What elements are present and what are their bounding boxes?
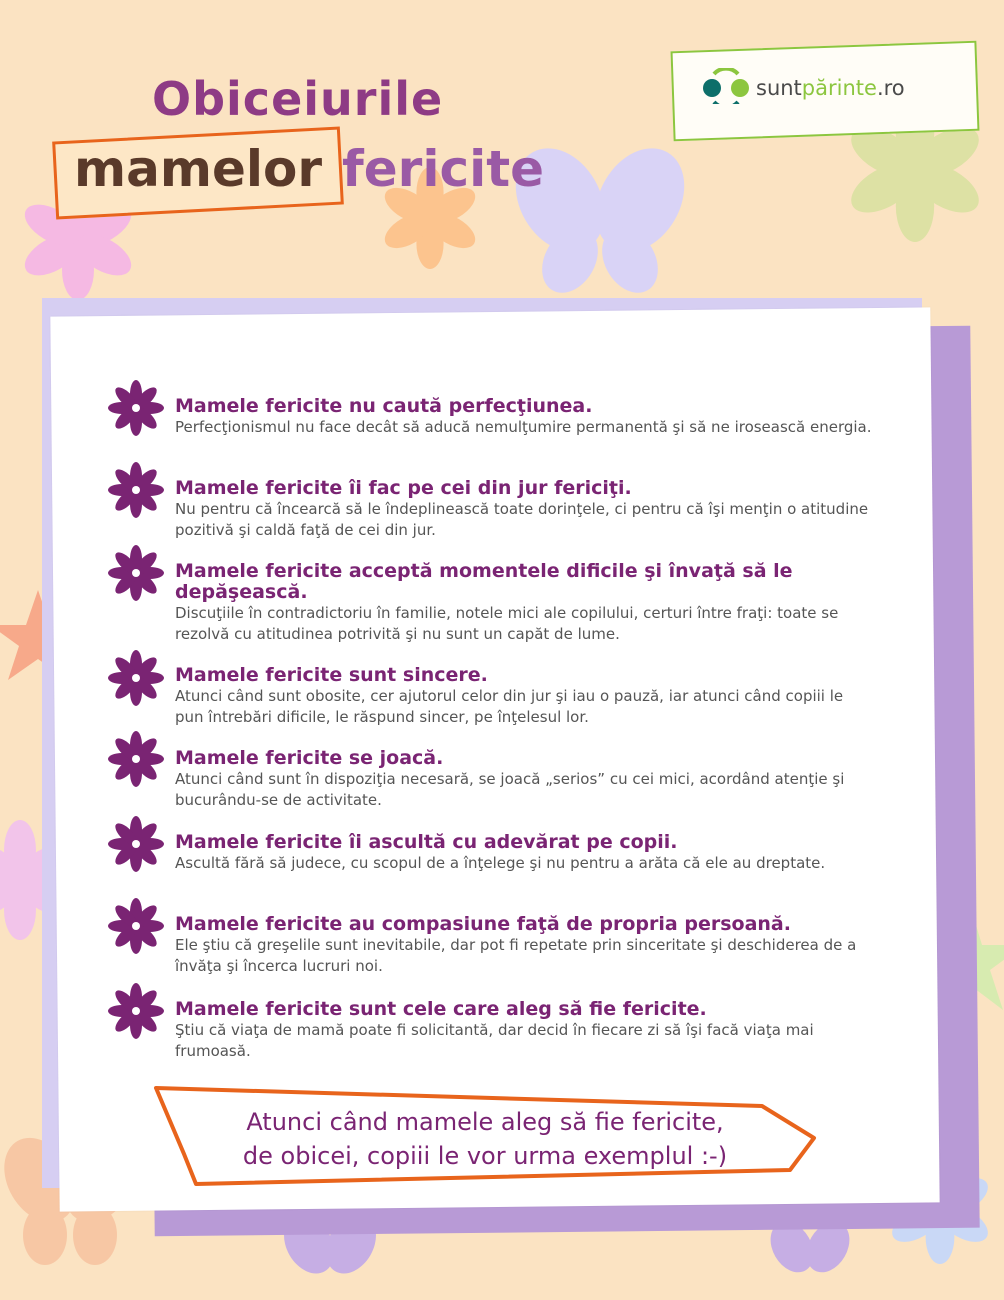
item-title: Mamele fericite acceptă momentele dificile şi învaţă să le depăşească.: [175, 560, 793, 603]
title-line-2-highlight: mamelor: [74, 140, 322, 198]
flower-bullet-icon: [108, 983, 164, 1039]
logo-text: [756, 76, 905, 100]
item-title: Mamele fericite sunt cele care aleg să fie fericite.: [175, 998, 707, 1020]
item-text: Discuţiile în contradictoriu în familie, notele mici ale copilului, certuri între fraţi: toate se rezolvă cu atitudinea potrivită şi nu sunt un capăt de lume.: [175, 604, 839, 643]
item-title: Mamele fericite au compasiune faţă de propria persoană.: [175, 913, 791, 935]
item-text: Nu pentru că încearcă să le îndeplinească toate dorinţele, ci pentru că îşi menţin o atitudine pozitivă şi caldă faţă de cei din jur.: [175, 500, 869, 539]
item-title: Mamele fericite nu caută perfecţiunea.: [175, 395, 593, 417]
item-title: Mamele fericite îi ascultă cu adevărat pe copii.: [175, 831, 678, 853]
flower-bullet-icon: [108, 650, 164, 706]
item-text: Ştiu că viaţa de mamă poate fi solicitantă, dar decid în fiecare zi să îşi facă viaţa mai frumoasă.: [175, 1021, 814, 1060]
item-title: Mamele fericite sunt sincere.: [175, 664, 488, 686]
logo-text-b: părinte: [801, 76, 877, 100]
flower-bullet-icon: [108, 462, 164, 518]
flower-bullet-icon: [108, 731, 164, 787]
callout-line-2: de obicei, copiii le vor urma exemplul :-): [242, 1142, 728, 1170]
flower-bullet-icon: [108, 898, 164, 954]
logo-circles-icon: [700, 68, 752, 104]
callout-line-1: Atunci când mamele aleg să fie fericite,: [246, 1108, 724, 1136]
item-title: Mamele fericite îi fac pe cei din jur fericiţi.: [175, 477, 632, 499]
item-text: Ascultă fără să judece, cu scopul de a înţelege şi nu pentru a arăta că ele au dreptate.: [175, 854, 826, 872]
item-text: Ele ştiu că greşelile sunt inevitabile, dar pot fi repetate prin sinceritate şi deschiderea de a învăţa şi încerca lucruri noi.: [175, 936, 857, 975]
logo-text-c: .ro: [876, 76, 905, 100]
flower-bullet-icon: [108, 545, 164, 601]
logo-text-a: sunt: [756, 76, 802, 100]
item-text: Perfecţionismul nu face decât să aducă nemulţumire permanentă şi să ne irosească energia.: [175, 418, 872, 436]
item-title: Mamele fericite se joacă.: [175, 747, 444, 769]
title-line-2-word: fericite: [342, 140, 545, 198]
item-text: Atunci când sunt obosite, cer ajutorul celor din jur şi iau o pauză, iar atunci când copiii le pun întrebări dificile, le răspund sincer, pe înţelesul lor.: [175, 687, 844, 726]
callout-text: [150, 1105, 820, 1173]
flower-bullet-icon: [108, 380, 164, 436]
title-line-1: Obiceiurile: [152, 72, 444, 126]
item-text: Atunci când sunt în dispoziţia necesară, se joacă „serios” cu cei mici, acordând atenţie şi bucurându-se de activitate.: [175, 770, 845, 809]
flower-bullet-icon: [108, 816, 164, 872]
